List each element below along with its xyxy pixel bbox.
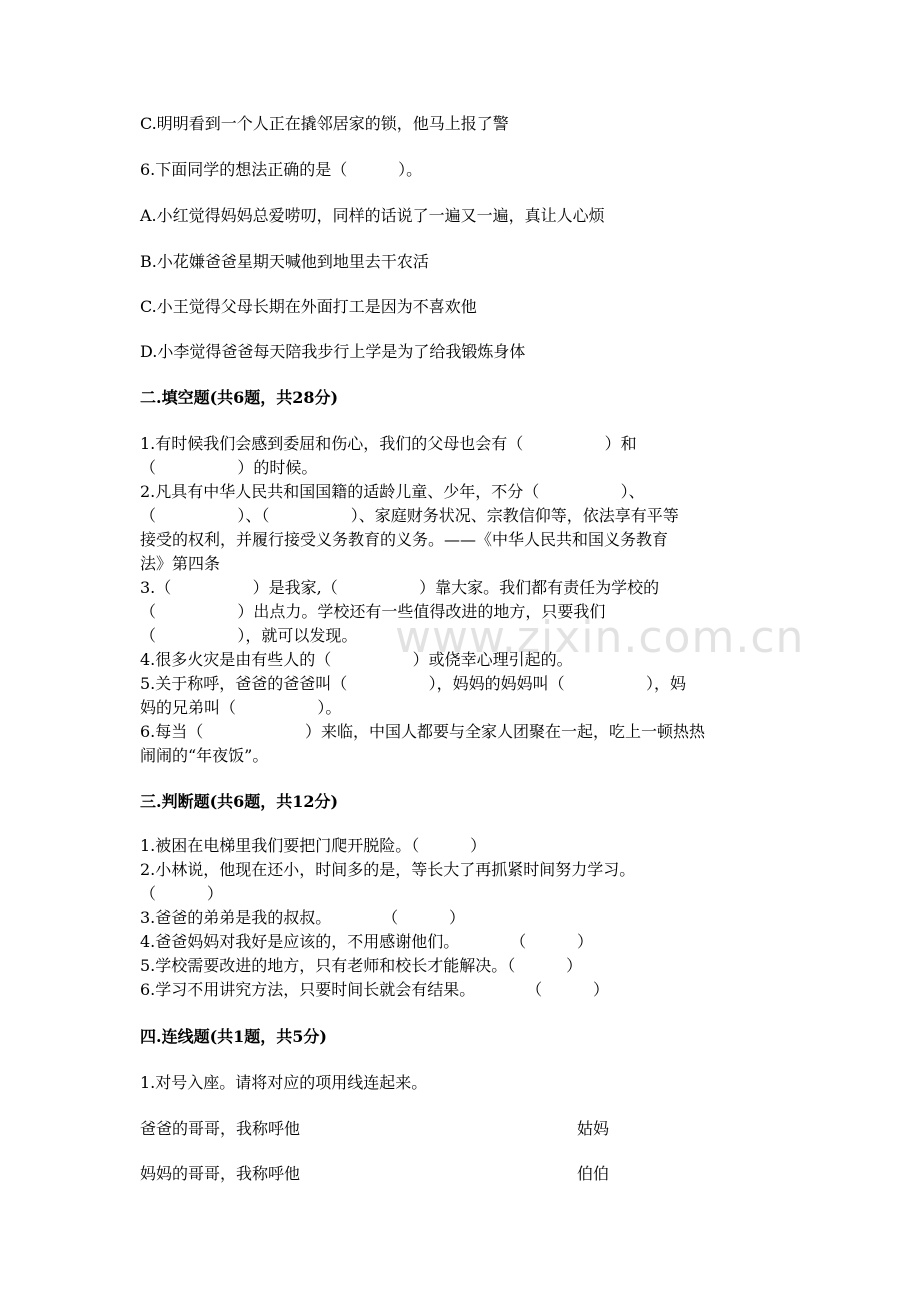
section4-heading: 四.连线题(共1题，共5分)	[140, 1027, 327, 1046]
section2-heading: 二.填空题(共6题，共28分)	[140, 388, 339, 407]
s2-line: （ ）、（ ）、家庭财务状况、宗教信仰等，依法享有平等	[140, 506, 679, 525]
s2-line: 妈的兄弟叫（ ）。	[140, 698, 342, 717]
q5-option-c: C.明明看到一个人正在撬邻居家的锁，他马上报了警	[140, 114, 509, 133]
q6-option-a: A.小红觉得妈妈总爱唠叨，同样的话说了一遍又一遍，真让人心烦	[140, 206, 605, 225]
q6-option-d: D.小李觉得爸爸每天陪我步行上学是为了给我锻炼身体	[140, 342, 526, 361]
q6-question: 6.下面同学的想法正确的是（ ）。	[140, 160, 423, 179]
section3-heading: 三.判断题(共6题，共12分)	[140, 792, 339, 811]
s3-line: 6.学习不用讲究方法，只要时间长就会有结果。 （ ）	[140, 980, 609, 999]
s3-line: （ ）	[140, 884, 223, 903]
s2-line: 法》第四条	[140, 554, 221, 573]
s3-line: 2.小林说，他现在还小，时间多的是，等长大了再抓紧时间努力学习。	[140, 860, 636, 879]
s2-line: 3.（ ）是我家,（ ）靠大家。我们都有责任为学校的	[140, 578, 660, 597]
s2-line: 4.很多火灾是由有些人的（ ）或侥幸心理引起的。	[140, 650, 573, 669]
s2-line: 2.凡具有中华人民共和国国籍的适龄儿童、少年，不分（ ）、	[140, 482, 645, 501]
match-right-item: 姑妈	[577, 1119, 610, 1138]
s3-line: 1.被困在电梯里我们要把门爬开脱险。（ ）	[140, 836, 487, 855]
s2-line: （ ）的时候。	[140, 458, 318, 477]
s3-line: 4.爸爸妈妈对我好是应该的，不用感谢他们。 （ ）	[140, 932, 593, 951]
s2-line: 5.关于称呼，爸爸的爸爸叫（ ），妈妈的妈妈叫（ ），妈	[140, 674, 687, 693]
s2-line: （ ）出点力。学校还有一些值得改进的地方，只要我们	[140, 602, 606, 621]
q6-option-c: C.小王觉得父母长期在外面打工是因为不喜欢他	[140, 297, 477, 316]
s2-line: 接受的权利，并履行接受义务教育的义务。——《中华人民共和国义务教育	[140, 530, 669, 549]
s3-line: 5.学校需要改进的地方，只有老师和校长才能解决。（ ）	[140, 956, 583, 975]
match-left-item: 妈妈的哥哥，我称呼他	[140, 1164, 301, 1183]
match-left-item: 爸爸的哥哥，我称呼他	[140, 1119, 301, 1138]
s2-line: 闹闹的“年夜饭”。	[140, 746, 269, 765]
q6-option-b: B.小花嫌爸爸星期天喊他到地里去干农活	[140, 252, 429, 271]
s4-question: 1.对号入座。请将对应的项用线连起来。	[140, 1073, 428, 1092]
s3-line: 3.爸爸的弟弟是我的叔叔。 （ ）	[140, 908, 465, 927]
s2-line: 1.有时候我们会感到委屈和伤心，我们的父母也会有（ ）和	[140, 434, 637, 453]
match-right-item: 伯伯	[577, 1164, 610, 1183]
s2-line: 6.每当（ ）来临，中国人都要与全家人团聚在一起，吃上一顿热热	[140, 722, 705, 741]
s2-line: （ ），就可以发现。	[140, 626, 358, 645]
watermark: www.zixin.com.cn	[395, 612, 805, 663]
